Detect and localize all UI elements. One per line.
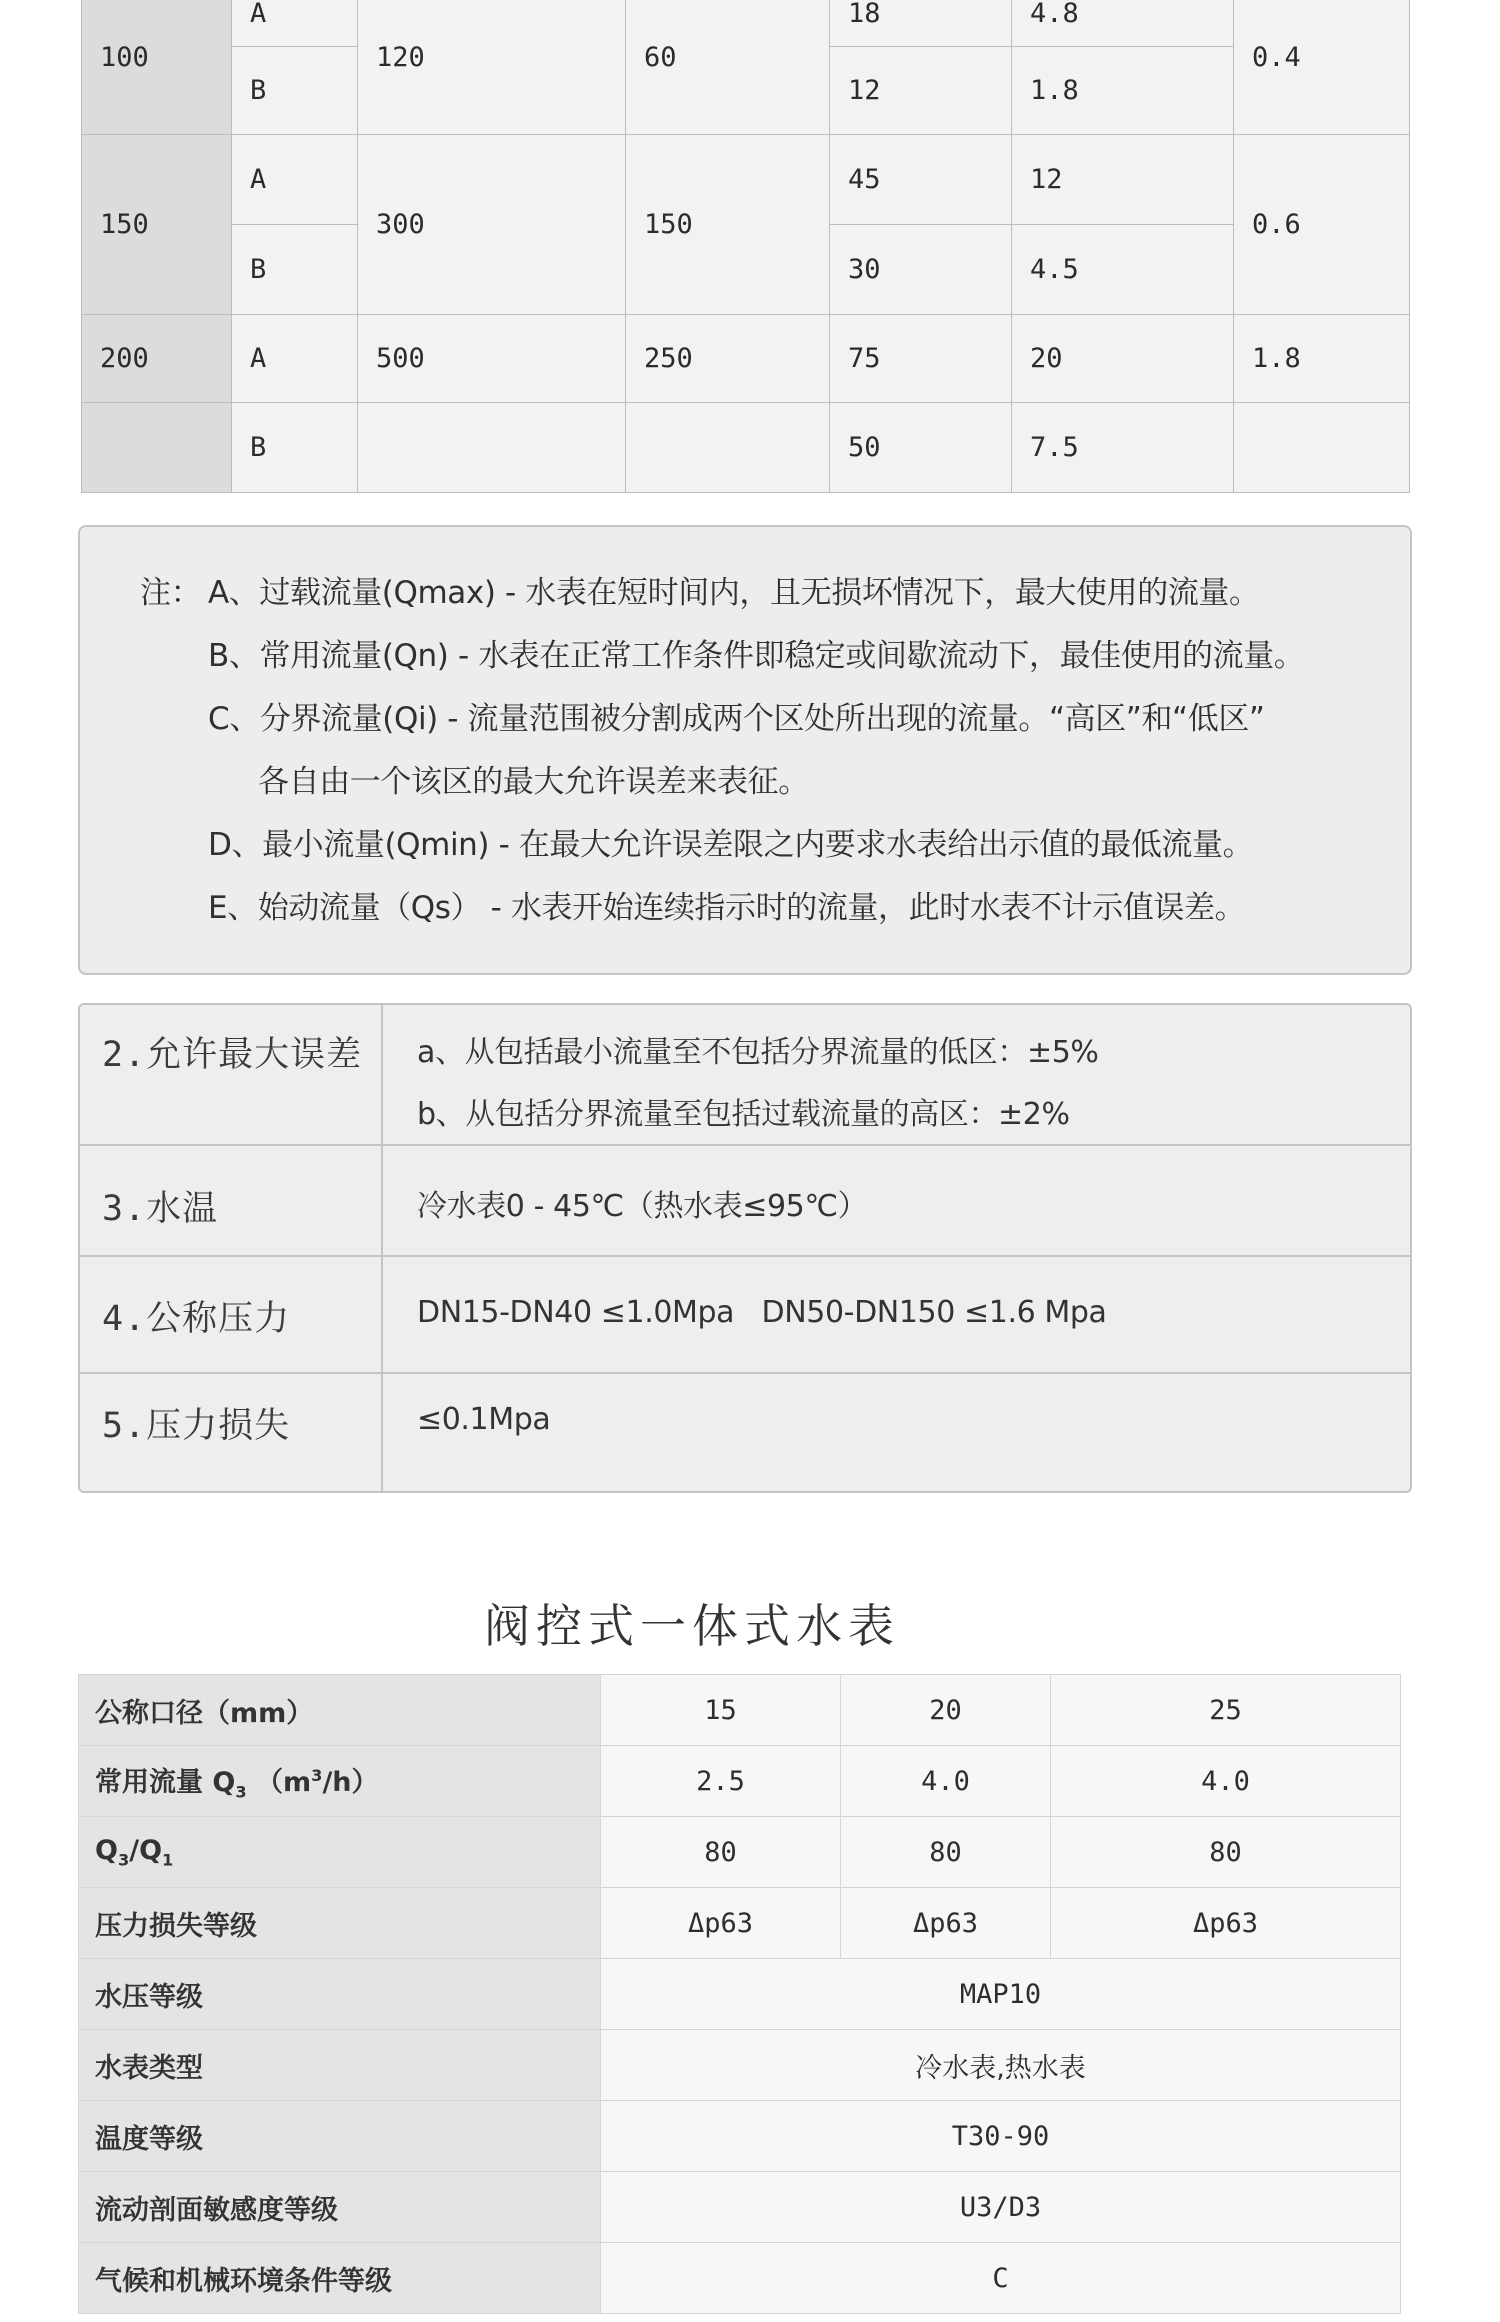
note-line: C、分界流量(Qi) - 流量范围被分割成两个区处所出现的流量。“高区”和“低区” (208, 701, 1265, 737)
table-row (79, 1888, 1401, 1959)
table-cell: 4.0 (1051, 1746, 1401, 1817)
spec-value-line: b、从包括分界流量至包括过载流量的高区：±2% (417, 1097, 1070, 1132)
qs-cell: 0.4 (1234, 0, 1410, 135)
table-cell: 25 (1051, 1675, 1401, 1746)
row-label: 水表类型 (79, 2030, 601, 2101)
table-row (79, 1675, 1401, 1746)
class-cell: B (232, 47, 358, 135)
note-line: B、常用流量(Qn) - 水表在正常工作条件即稳定或间歇流动下，最佳使用的流量。 (208, 638, 1305, 674)
dn-cell: 100 (82, 0, 232, 135)
table-cell: 80 (601, 1817, 841, 1888)
qs-cell: 1.8 (1234, 315, 1410, 403)
qmin-cell: 12 (1012, 135, 1234, 225)
table-cell: 80 (841, 1817, 1051, 1888)
row-divider (80, 1372, 1410, 1374)
qi-cell: 50 (830, 403, 1012, 493)
note-line: A、过载流量(Qmax) - 水表在短时间内，且无损坏情况下，最大使用的流量。 (208, 575, 1260, 611)
table-cell: 冷水表,热水表 (601, 2030, 1401, 2101)
qmax-cell (358, 403, 626, 493)
qmin-cell: 4.5 (1012, 225, 1234, 315)
section-title: 阀控式一体式水表 (484, 1599, 900, 1653)
table-cell: 20 (841, 1675, 1051, 1746)
flow-rate-table (81, 0, 1410, 493)
row-label: 水压等级 (79, 1959, 601, 2030)
spec-value-line: ≤0.1Mpa (417, 1402, 551, 1437)
qi-cell: 18 (830, 0, 1012, 47)
table-row (79, 1746, 1401, 1817)
class-cell: A (232, 0, 358, 47)
class-cell: B (232, 403, 358, 493)
row-divider (80, 1144, 1410, 1146)
row-label: $Q_3/Q_1$ (79, 1817, 601, 1888)
qmin-cell: 7.5 (1012, 403, 1234, 493)
table-row (82, 315, 1410, 403)
table-cell: MAP10 (601, 1959, 1401, 2030)
table-cell: 15 (601, 1675, 841, 1746)
column-divider (381, 1005, 383, 1491)
qn-cell: 150 (626, 135, 830, 315)
table-cell: Δp63 (1051, 1888, 1401, 1959)
qi-cell: 75 (830, 315, 1012, 403)
table-row (79, 2030, 1401, 2101)
table-row (82, 0, 1410, 47)
qs-cell (1234, 403, 1410, 493)
table-cell: 4.0 (841, 1746, 1051, 1817)
row-label: 流动剖面敏感度等级 (79, 2172, 601, 2243)
table-cell: 2.5 (601, 1746, 841, 1817)
spec-label-water-temp: 3.水温 (102, 1189, 219, 1229)
class-cell: A (232, 315, 358, 403)
table-row (79, 2172, 1401, 2243)
table-row (82, 403, 1410, 493)
qs-cell: 0.6 (1234, 135, 1410, 315)
dn-cell (82, 403, 232, 493)
qmax-cell: 120 (358, 0, 626, 135)
qmin-cell: 1.8 (1012, 47, 1234, 135)
notes-prefix: 注： (140, 575, 202, 611)
notes-box (78, 525, 1412, 975)
note-line: 各自由一个该区的最大允许误差来表征。 (258, 764, 809, 800)
row-label: 压力损失等级 (79, 1888, 601, 1959)
table-row (79, 2101, 1401, 2172)
table-row (79, 2243, 1401, 2314)
note-line: E、始动流量（Qs） - 水表开始连续指示时的流量，此时水表不计示值误差。 (208, 890, 1246, 926)
table-row (82, 135, 1410, 225)
qi-cell: 12 (830, 47, 1012, 135)
table-row (79, 1959, 1401, 2030)
table-cell: T30-90 (601, 2101, 1401, 2172)
table-cell: Δp63 (601, 1888, 841, 1959)
qn-cell (626, 403, 830, 493)
row-label: 公称口径（mm） (79, 1675, 601, 1746)
row-label: 常用流量 $Q_3$ $(m^3/h)$ (79, 1746, 601, 1817)
row-label: 气候和机械环境条件等级 (79, 2243, 601, 2314)
spec-value-line: 冷水表0 - 45℃（热水表≤95℃） (417, 1189, 868, 1224)
row-label: 温度等级 (79, 2101, 601, 2172)
table-cell: Δp63 (841, 1888, 1051, 1959)
valve-meter-table (78, 1674, 1401, 2314)
note-line: D、最小流量(Qmin) - 在最大允许误差限之内要求水表给出示值的最低流量。 (208, 827, 1254, 863)
qmin-cell: 4.8 (1012, 0, 1234, 47)
table-cell: 80 (1051, 1817, 1401, 1888)
qn-cell: 250 (626, 315, 830, 403)
row-divider (80, 1255, 1410, 1257)
class-cell: A (232, 135, 358, 225)
qi-cell: 30 (830, 225, 1012, 315)
table-cell: C (601, 2243, 1401, 2314)
spec-value-line: a、从包括最小流量至不包括分界流量的低区：±5% (417, 1035, 1099, 1070)
spec-label-pressure-loss: 5.压力损失 (102, 1406, 291, 1446)
spec-label-nominal-pressure: 4.公称压力 (102, 1299, 291, 1339)
qmax-cell: 500 (358, 315, 626, 403)
spec-value-line: DN15-DN40 ≤1.0Mpa DN50-DN150 ≤1.6 Mpa (417, 1295, 1107, 1330)
table-cell: U3/D3 (601, 2172, 1401, 2243)
table-row (79, 1817, 1401, 1888)
qmin-cell: 20 (1012, 315, 1234, 403)
qmax-cell: 300 (358, 135, 626, 315)
class-cell: B (232, 225, 358, 315)
qi-cell: 45 (830, 135, 1012, 225)
dn-cell: 150 (82, 135, 232, 315)
specs-table (78, 1003, 1412, 1493)
dn-cell: 200 (82, 315, 232, 403)
spec-label-max-error: 2.允许最大误差 (102, 1035, 363, 1075)
qn-cell: 60 (626, 0, 830, 135)
